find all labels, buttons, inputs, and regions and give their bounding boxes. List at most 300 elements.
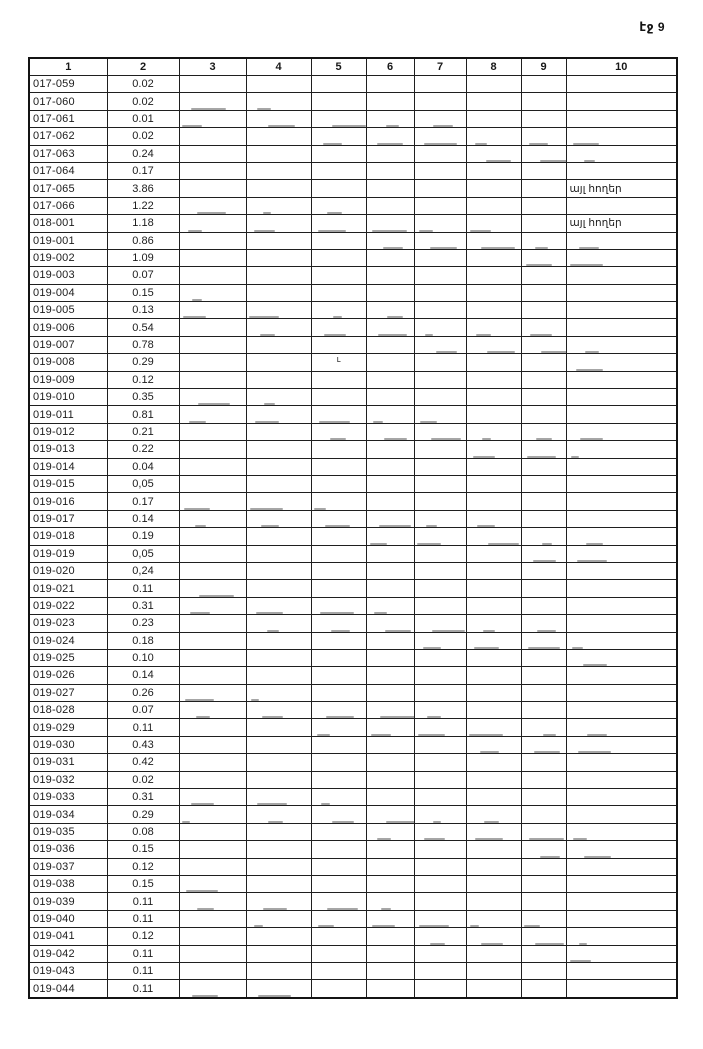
empty-cell: [246, 162, 311, 179]
row-code-cell: 017-061: [29, 110, 107, 127]
empty-cell: [466, 93, 521, 110]
table-row: [29, 389, 677, 406]
empty-cell: [566, 823, 677, 840]
row-code-cell: 019-037: [29, 858, 107, 875]
empty-cell: [566, 597, 677, 614]
empty-cell: [466, 493, 521, 510]
empty-cell: [566, 128, 677, 145]
empty-cell: [521, 493, 566, 510]
empty-cell: [414, 528, 466, 545]
empty-cell: [521, 145, 566, 162]
empty-cell: [179, 649, 246, 666]
empty-cell: [311, 215, 366, 232]
empty-cell: [246, 406, 311, 423]
row-value-cell: 0.78: [107, 336, 179, 353]
column-header-10: 10: [566, 58, 677, 76]
empty-cell: [521, 615, 566, 632]
row-code-cell: 019-015: [29, 475, 107, 492]
empty-cell: [366, 823, 414, 840]
row-value-cell: 0.26: [107, 684, 179, 701]
empty-cell: [366, 76, 414, 93]
empty-cell: [466, 389, 521, 406]
empty-cell: [366, 719, 414, 736]
table-row: [29, 580, 677, 597]
empty-cell: [311, 980, 366, 998]
table-row: [29, 858, 677, 875]
table-row: [29, 128, 677, 145]
empty-cell: [466, 423, 521, 440]
row-value-cell: 0.02: [107, 76, 179, 93]
column-header-8: 8: [466, 58, 521, 76]
empty-cell: [521, 545, 566, 562]
row-code-cell: 018-028: [29, 702, 107, 719]
empty-cell: [179, 806, 246, 823]
table-row: [29, 615, 677, 632]
empty-cell: [466, 893, 521, 910]
empty-cell: [311, 76, 366, 93]
table-row: [29, 475, 677, 492]
table-row: [29, 336, 677, 353]
row-code-cell: 019-016: [29, 493, 107, 510]
empty-cell: [179, 406, 246, 423]
table-row: [29, 806, 677, 823]
row-code-cell: 019-006: [29, 319, 107, 336]
empty-cell: [521, 441, 566, 458]
empty-cell: [566, 893, 677, 910]
row-value-cell: 0,05: [107, 475, 179, 492]
empty-cell: [179, 719, 246, 736]
row-value-cell: 0.15: [107, 284, 179, 301]
empty-cell: [414, 649, 466, 666]
empty-cell: [414, 684, 466, 701]
empty-cell: [246, 893, 311, 910]
empty-cell: [366, 423, 414, 440]
empty-cell: [466, 458, 521, 475]
empty-cell: [566, 336, 677, 353]
scanned-data-table: [28, 57, 678, 999]
table-row: [29, 406, 677, 423]
empty-cell: [414, 806, 466, 823]
empty-cell: [179, 528, 246, 545]
empty-cell: [179, 249, 246, 266]
empty-cell: [179, 389, 246, 406]
empty-cell: [414, 562, 466, 579]
empty-cell: [179, 875, 246, 892]
empty-cell: [521, 232, 566, 249]
empty-cell: [246, 754, 311, 771]
empty-cell: [414, 667, 466, 684]
empty-cell: [179, 128, 246, 145]
empty-cell: [179, 197, 246, 214]
row-value-cell: 0.02: [107, 128, 179, 145]
empty-cell: [179, 632, 246, 649]
empty-cell: [414, 267, 466, 284]
table-row: [29, 354, 677, 371]
empty-cell: [566, 319, 677, 336]
empty-cell: [466, 771, 521, 788]
empty-cell: [179, 615, 246, 632]
empty-cell: [466, 789, 521, 806]
row-code-cell: 019-043: [29, 962, 107, 979]
table-row: [29, 267, 677, 284]
empty-cell: [179, 145, 246, 162]
table-row: [29, 754, 677, 771]
empty-cell: [414, 841, 466, 858]
empty-cell: [179, 510, 246, 527]
empty-cell: [366, 406, 414, 423]
row-code-cell: 019-005: [29, 302, 107, 319]
empty-cell: [246, 319, 311, 336]
empty-cell: [521, 336, 566, 353]
row-code-cell: 019-004: [29, 284, 107, 301]
empty-cell: [366, 597, 414, 614]
row-value-cell: 0.11: [107, 945, 179, 962]
empty-cell: [311, 458, 366, 475]
empty-cell: [179, 945, 246, 962]
empty-cell: [311, 423, 366, 440]
empty-cell: [466, 945, 521, 962]
row-code-cell: 019-040: [29, 910, 107, 927]
row-code-cell: 017-059: [29, 76, 107, 93]
empty-cell: [179, 980, 246, 998]
empty-cell: [414, 145, 466, 162]
empty-cell: [521, 510, 566, 527]
empty-cell: [414, 389, 466, 406]
row-value-cell: 1.18: [107, 215, 179, 232]
empty-cell: [566, 910, 677, 927]
empty-cell: [311, 528, 366, 545]
empty-cell: [366, 928, 414, 945]
table-row: [29, 371, 677, 388]
row-code-cell: 019-007: [29, 336, 107, 353]
empty-cell: [366, 615, 414, 632]
empty-cell: [466, 806, 521, 823]
empty-cell: [466, 736, 521, 753]
empty-cell: [521, 945, 566, 962]
empty-cell: [466, 858, 521, 875]
empty-cell: [311, 806, 366, 823]
table-row: [29, 684, 677, 701]
empty-cell: [246, 76, 311, 93]
empty-cell: [366, 145, 414, 162]
empty-cell: [414, 928, 466, 945]
empty-cell: [311, 562, 366, 579]
empty-cell: [366, 354, 414, 371]
row-value-cell: 0.17: [107, 493, 179, 510]
empty-cell: [466, 475, 521, 492]
row-code-cell: 019-012: [29, 423, 107, 440]
empty-cell: [366, 945, 414, 962]
empty-cell: [414, 128, 466, 145]
table-row: [29, 875, 677, 892]
empty-cell: [521, 858, 566, 875]
table-row: [29, 597, 677, 614]
empty-cell: [246, 789, 311, 806]
empty-cell: [246, 110, 311, 127]
table-row: [29, 145, 677, 162]
table-row: [29, 197, 677, 214]
empty-cell: [566, 736, 677, 753]
row-value-cell: 0,05: [107, 545, 179, 562]
row-code-cell: 019-022: [29, 597, 107, 614]
empty-cell: [466, 615, 521, 632]
row-value-cell: 1.09: [107, 249, 179, 266]
empty-cell: [311, 510, 366, 527]
table-row: [29, 302, 677, 319]
empty-cell: [466, 354, 521, 371]
empty-cell: [366, 580, 414, 597]
empty-cell: [179, 667, 246, 684]
column-header-1: 1: [29, 58, 107, 76]
empty-cell: [311, 249, 366, 266]
empty-cell: [179, 110, 246, 127]
empty-cell: [366, 319, 414, 336]
empty-cell: [521, 215, 566, 232]
table-row: [29, 702, 677, 719]
empty-cell: [521, 249, 566, 266]
empty-cell: [246, 841, 311, 858]
empty-cell: [179, 580, 246, 597]
row-value-cell: 0.21: [107, 423, 179, 440]
empty-cell: [246, 510, 311, 527]
row-code-cell: 017-066: [29, 197, 107, 214]
empty-cell: [311, 649, 366, 666]
row-value-cell: 0.86: [107, 232, 179, 249]
empty-cell: [566, 162, 677, 179]
empty-cell: [246, 736, 311, 753]
empty-cell: [566, 841, 677, 858]
table-row: [29, 423, 677, 440]
empty-cell: [179, 336, 246, 353]
empty-cell: [366, 371, 414, 388]
empty-cell: [521, 980, 566, 998]
row-value-cell: 1.22: [107, 197, 179, 214]
empty-cell: [311, 962, 366, 979]
table-header: [29, 58, 677, 76]
table-row: [29, 945, 677, 962]
empty-cell: [179, 319, 246, 336]
row-value-cell: 0.35: [107, 389, 179, 406]
table-body: [29, 76, 677, 998]
empty-cell: [311, 823, 366, 840]
row-value-cell: 0.11: [107, 719, 179, 736]
column-header-7: 7: [414, 58, 466, 76]
empty-cell: [246, 371, 311, 388]
empty-cell: [414, 284, 466, 301]
row-code-cell: 019-013: [29, 441, 107, 458]
empty-cell: [179, 736, 246, 753]
row-note-cell: այլ հողեր: [566, 215, 677, 232]
empty-cell: [566, 302, 677, 319]
empty-cell: [366, 858, 414, 875]
empty-cell: [466, 145, 521, 162]
empty-cell: [414, 632, 466, 649]
table-row: [29, 893, 677, 910]
row-code-cell: 017-062: [29, 128, 107, 145]
empty-cell: [179, 771, 246, 788]
table-row: [29, 562, 677, 579]
empty-cell: [179, 684, 246, 701]
row-value-cell: 0.15: [107, 875, 179, 892]
empty-cell: [566, 980, 677, 998]
row-value-cell: 0.31: [107, 789, 179, 806]
row-value-cell: 0.14: [107, 510, 179, 527]
empty-cell: [521, 962, 566, 979]
empty-cell: [366, 493, 414, 510]
empty-cell: [466, 371, 521, 388]
empty-cell: [311, 684, 366, 701]
row-value-cell: 0.29: [107, 354, 179, 371]
empty-cell: [414, 545, 466, 562]
empty-cell: [566, 632, 677, 649]
table-row: [29, 841, 677, 858]
empty-cell: [366, 910, 414, 927]
empty-cell: [414, 180, 466, 197]
row-value-cell: 0.11: [107, 893, 179, 910]
empty-cell: [566, 789, 677, 806]
row-code-cell: 019-032: [29, 771, 107, 788]
empty-cell: [466, 962, 521, 979]
empty-cell: [246, 910, 311, 927]
empty-cell: [311, 162, 366, 179]
empty-cell: [521, 180, 566, 197]
scan-smudge: [192, 995, 218, 997]
column-header-5: 5: [311, 58, 366, 76]
row-code-cell: 019-009: [29, 371, 107, 388]
empty-cell: [246, 667, 311, 684]
row-code-cell: 019-038: [29, 875, 107, 892]
empty-cell: [366, 389, 414, 406]
empty-cell: [414, 615, 466, 632]
empty-cell: [521, 475, 566, 492]
empty-cell: [311, 910, 366, 927]
empty-cell: [179, 562, 246, 579]
empty-cell: [366, 197, 414, 214]
empty-cell: [366, 284, 414, 301]
empty-cell: [311, 841, 366, 858]
empty-cell: [246, 545, 311, 562]
empty-cell: [466, 76, 521, 93]
empty-cell: [246, 389, 311, 406]
empty-cell: [366, 128, 414, 145]
empty-cell: [414, 719, 466, 736]
row-value-cell: 0.04: [107, 458, 179, 475]
empty-cell: [566, 249, 677, 266]
empty-cell: [179, 267, 246, 284]
empty-cell: [311, 702, 366, 719]
table-row: [29, 232, 677, 249]
empty-cell: [521, 632, 566, 649]
row-value-cell: 0.11: [107, 962, 179, 979]
empty-cell: [521, 754, 566, 771]
empty-cell: [566, 702, 677, 719]
empty-cell: [246, 823, 311, 840]
empty-cell: [311, 736, 366, 753]
empty-cell: [246, 458, 311, 475]
empty-cell: [311, 771, 366, 788]
empty-cell: [366, 441, 414, 458]
empty-cell: [566, 667, 677, 684]
empty-cell: [521, 284, 566, 301]
empty-cell: [179, 458, 246, 475]
empty-cell: [246, 267, 311, 284]
empty-cell: [466, 336, 521, 353]
empty-cell: [179, 493, 246, 510]
table-row: [29, 719, 677, 736]
empty-cell: [246, 806, 311, 823]
table-row: [29, 162, 677, 179]
empty-cell: [311, 110, 366, 127]
empty-cell: [466, 702, 521, 719]
empty-cell: [366, 110, 414, 127]
empty-cell: [311, 945, 366, 962]
row-code-cell: 019-044: [29, 980, 107, 998]
table-row: [29, 441, 677, 458]
row-value-cell: 0.23: [107, 615, 179, 632]
row-code-cell: 017-064: [29, 162, 107, 179]
row-value-cell: 0.14: [107, 667, 179, 684]
row-value-cell: 0.11: [107, 580, 179, 597]
row-value-cell: 0.08: [107, 823, 179, 840]
empty-cell: [311, 928, 366, 945]
empty-cell: [521, 719, 566, 736]
empty-cell: [311, 875, 366, 892]
empty-cell: [466, 754, 521, 771]
empty-cell: [246, 962, 311, 979]
empty-cell: [179, 475, 246, 492]
table-row: [29, 284, 677, 301]
empty-cell: [414, 249, 466, 266]
empty-cell: [466, 980, 521, 998]
row-code-cell: 019-003: [29, 267, 107, 284]
empty-cell: [246, 336, 311, 353]
empty-cell: [246, 232, 311, 249]
empty-cell: [466, 580, 521, 597]
row-value-cell: 0.54: [107, 319, 179, 336]
empty-cell: [366, 232, 414, 249]
column-header-2: 2: [107, 58, 179, 76]
row-code-cell: 019-031: [29, 754, 107, 771]
table-row: [29, 649, 677, 666]
empty-cell: [414, 962, 466, 979]
row-code-cell: 019-023: [29, 615, 107, 632]
empty-cell: [366, 771, 414, 788]
empty-cell: [414, 336, 466, 353]
row-code-cell: 019-034: [29, 806, 107, 823]
table-row: [29, 771, 677, 788]
empty-cell: [311, 441, 366, 458]
empty-cell: [366, 249, 414, 266]
row-value-cell: 0.01: [107, 110, 179, 127]
table-row: [29, 510, 677, 527]
empty-cell: [246, 562, 311, 579]
empty-cell: [179, 423, 246, 440]
row-code-cell: 019-001: [29, 232, 107, 249]
empty-cell: [311, 371, 366, 388]
empty-cell: [466, 528, 521, 545]
row-code-cell: 019-014: [29, 458, 107, 475]
empty-cell: [246, 858, 311, 875]
empty-cell: [311, 197, 366, 214]
row-code-cell: 019-041: [29, 928, 107, 945]
empty-cell: [566, 684, 677, 701]
empty-cell: [311, 319, 366, 336]
row-value-cell: 0.11: [107, 980, 179, 998]
empty-cell: [179, 441, 246, 458]
empty-cell: [466, 875, 521, 892]
empty-cell: [414, 597, 466, 614]
empty-cell: [246, 528, 311, 545]
